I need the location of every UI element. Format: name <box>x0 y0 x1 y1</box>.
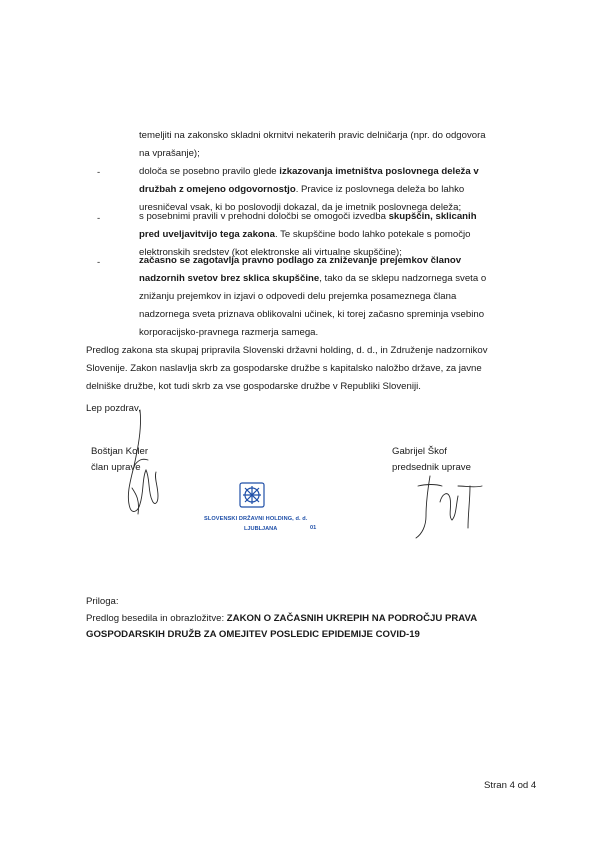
signatory-right-role: predsednik uprave <box>392 462 471 473</box>
page-number: Stran 4 od 4 <box>484 780 537 791</box>
text-line: znižanju prejemkov in izjavi o odpovedi delu prejemka posameznega člana <box>139 291 457 302</box>
signatory-left-role: član uprave <box>91 462 141 473</box>
text-line: začasno se zagotavlja pravno podlago za zniževanje prejemkov članov <box>139 255 462 266</box>
body-paragraph <box>86 342 538 396</box>
text-line: pred uveljavitvijo tega zakona. Te skupščine bodo lahko potekale s pomočjo <box>139 229 471 240</box>
text-line: delniške družbe, kot tudi skrb za vse gospodarske družbe v Republiki Sloveniji. <box>86 381 421 392</box>
text-line: na vprašanje); <box>139 148 200 159</box>
text-line: družbah z omejeno odgovornostjo. Pravice iz poslovnega deleža bo lahko <box>139 184 465 195</box>
attachment-label: Priloga: <box>86 596 119 607</box>
text-line: s posebnimi pravili v prehodni določbi se omogoči izvedba skupščin, sklicanih <box>139 211 477 222</box>
text-line: določa se posebno pravilo glede izkazovanja imetništva poslovnega deleža v <box>139 166 479 177</box>
text-line: Predlog zakona sta skupaj pripravila Slovenski državni holding, d. d., in Združenje nadzornikov <box>86 345 488 356</box>
list-item <box>139 252 538 342</box>
signatory-right-name: Gabrijel Škof <box>392 446 447 457</box>
attachment-title-continued: GOSPODARSKIH DRUŽB ZA OMEJITEV POSLEDIC EPIDEMIJE COVID-19 <box>86 629 420 640</box>
attachment-line: Predlog besedila in obrazložitve: ZAKON O ZAČASNIH UKREPIH NA PODROČJU PRAVA <box>86 613 478 624</box>
text-line: korporacijsko-pravnega razmerja samega. <box>139 327 319 338</box>
list-bullet: - <box>97 167 101 178</box>
stamp-company-name: SLOVENSKI DRŽAVNI HOLDING, d. d. <box>204 516 308 522</box>
list-bullet: - <box>97 257 101 268</box>
handwritten-signature-right <box>412 472 492 542</box>
text-line: uresničeval vsak, ki bo poslovodji dokazal, da je imetnik poslovnega deleža; <box>139 202 462 213</box>
stamp-logo-icon <box>239 482 265 510</box>
signatory-left-name: Boštjan Koler <box>91 446 149 457</box>
text-line: temeljiti na zakonsko skladni okrnitvi nekaterih pravic delničarja (npr. do odgovora <box>139 130 486 141</box>
text-line: Slovenije. Zakon naslavlja skrb za gospodarske družbe s kapitalsko naložbo države, za javne <box>86 363 482 374</box>
company-stamp <box>198 482 322 542</box>
text-line: elektronskih sredstev (kot elektronske ali virtualne skupščine); <box>139 247 402 258</box>
list-bullet: - <box>97 213 101 224</box>
stamp-number: 01 <box>310 525 317 531</box>
attachment-title: ZAKON O ZAČASNIH UKREPIH NA PODROČJU PRAVA <box>226 613 478 624</box>
text-line: nadzornega sveta priznava oblikovalni učinek, ki torej začasno spreminja vsebino <box>139 309 485 320</box>
list-continuation <box>139 127 538 163</box>
stamp-city: LJUBLJANA <box>244 526 278 532</box>
closing-greeting: Lep pozdrav, <box>86 403 141 414</box>
text-line: nadzornih svetov brez sklica skupščine, tako da se sklepu nadzornega sveta o <box>139 273 487 284</box>
handwritten-signature-left <box>112 408 172 520</box>
